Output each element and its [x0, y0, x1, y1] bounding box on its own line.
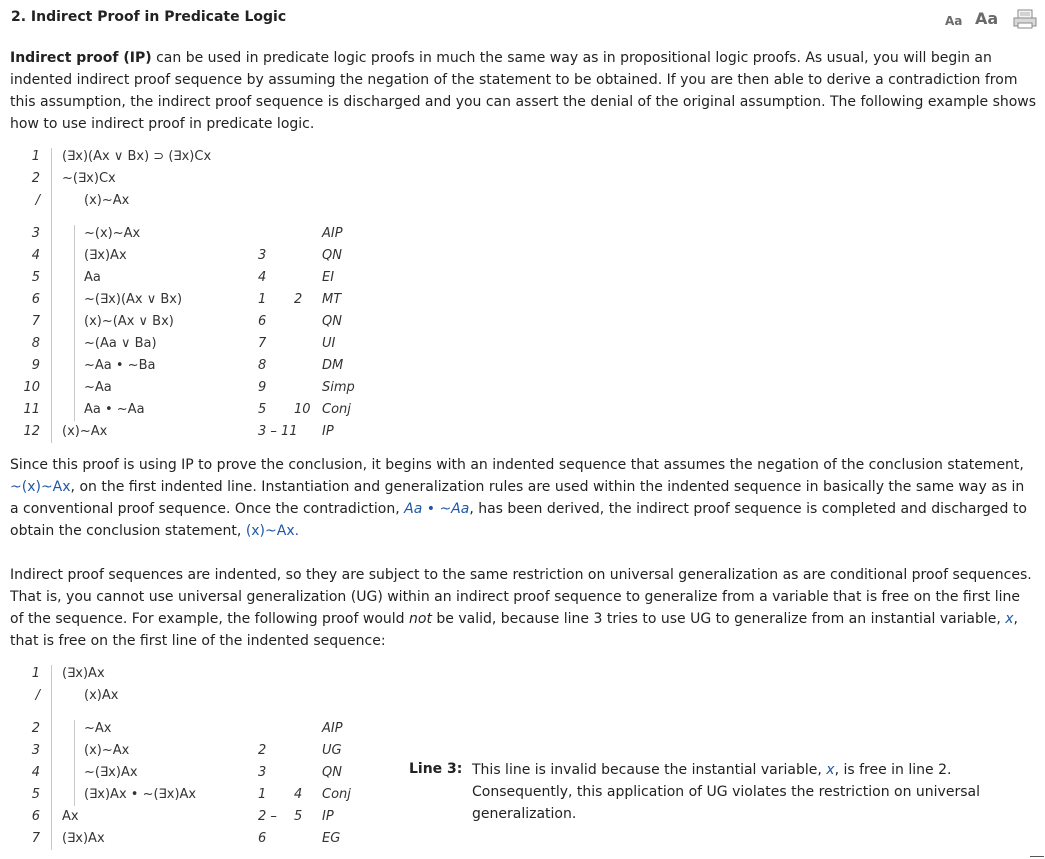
line-number: 11 — [23, 402, 40, 417]
explanation-text-2: , on the first indented line. Instantiation and generalization rules are used within the indented sequence in basically the same way as in a conventional proof sequence. Once the contradiction, — [10, 479, 1025, 517]
line-number: 1 — [31, 149, 40, 164]
proof-margin-line — [51, 665, 52, 850]
negated-conclusion: ~(x)~Ax — [10, 479, 71, 495]
formula: ~Aa — [84, 380, 112, 395]
justification-line: 1 — [258, 292, 267, 307]
formula: Aa • ~Aa — [84, 402, 145, 417]
formula: ~Ax — [84, 721, 112, 736]
indent-bracket-line — [74, 225, 75, 421]
formula: Aa — [84, 270, 101, 285]
formula: ~(∃x)Ax — [84, 765, 138, 780]
proof-line — [0, 421, 400, 443]
line-number: 6 — [31, 809, 40, 824]
proof-line — [0, 168, 400, 190]
explanation-paragraph — [10, 454, 1037, 542]
rule-name: UG — [322, 743, 342, 758]
conclusion-formula: (x)~Ax. — [245, 523, 300, 539]
formula: (x)~(Ax ∨ Bx) — [84, 314, 174, 329]
justification-line: 3 — [258, 248, 267, 263]
justification-line: 5 — [258, 402, 267, 417]
rule-name: AIP — [322, 721, 343, 736]
line-number: 3 — [31, 226, 40, 241]
printer-icon[interactable] — [1013, 9, 1037, 29]
indent-bracket-line — [74, 720, 75, 806]
line-number: 5 — [31, 270, 40, 285]
intro-text: can be used in predicate logic proofs in much the same way as in propositional logic proofs. As usual, you will begin an indented indirect proof sequence by assuming the negation of the statement to be obtained. If you are then able to derive a contradiction from this assumption, the indirect proof sequence is discharged and you can assert the denial of the original assumption. The following example shows how to use indirect proof in predicate logic. — [10, 50, 1037, 132]
rule-name: QN — [322, 314, 342, 329]
proof-line — [0, 740, 400, 762]
proof-line — [0, 663, 400, 685]
rule-name: AIP — [322, 226, 343, 241]
restriction-paragraph — [10, 564, 1037, 652]
emphasis-not: not — [409, 611, 432, 627]
justification-line: 6 — [258, 831, 267, 846]
note-text-1: This line is invalid because the instantial variable, — [472, 762, 827, 778]
rule-name: Conj — [322, 402, 351, 417]
line-number: 7 — [31, 831, 40, 846]
line-number: 9 — [31, 358, 40, 373]
justification-line: 4 — [258, 270, 267, 285]
proof-line — [0, 377, 400, 399]
note-text — [472, 759, 1012, 825]
proof-line — [0, 245, 400, 267]
proof-line — [0, 784, 400, 806]
proof-line — [0, 333, 400, 355]
rule-name: MT — [322, 292, 342, 307]
proof-line — [0, 311, 400, 333]
justification-line: 10 — [294, 402, 311, 417]
line-number: 5 — [31, 787, 40, 802]
formula: (∃x)Ax — [84, 248, 127, 263]
justification-line: 9 — [258, 380, 267, 395]
justification-line: 8 — [258, 358, 267, 373]
formula: (∃x)(Ax ∨ Bx) ⊃ (∃x)Cx — [62, 149, 212, 164]
note-text-2: , is free in line 2. Consequently, this application of UG violates the restriction on universal generalization. — [472, 762, 980, 822]
font-size-large-button[interactable]: Aa — [975, 9, 999, 28]
contradiction-formula: Aa • ~Aa — [404, 501, 470, 517]
justification-line: 2 — [258, 743, 267, 758]
justification-line: 3 – 11 — [258, 424, 298, 439]
proof-line — [0, 399, 400, 421]
line-number: 6 — [31, 292, 40, 307]
formula: ~Aa • ~Ba — [84, 358, 156, 373]
line-number: 12 — [23, 424, 40, 439]
formula: (x)~Ax — [84, 193, 130, 208]
rule-name: DM — [322, 358, 344, 373]
rule-name: QN — [322, 765, 342, 780]
line-number: 2 — [31, 171, 40, 186]
justification-line: 5 — [294, 809, 303, 824]
restriction-text-1: Indirect proof sequences are indented, so they are subject to the same restriction on universal generalization as are conditional proof sequences. That is, you cannot use universal generalization (UG) within an indirect proof sequence to generalize from a variable that is free on the first line of the sequence. For example, the following proof would — [10, 567, 1032, 627]
line-number: 10 — [23, 380, 40, 395]
intro-paragraph — [10, 47, 1037, 135]
proof-margin-line — [51, 148, 52, 443]
explanation-text-1: Since this proof is using IP to prove the conclusion, it begins with an indented sequence that assumes the negation of the conclusion statement, — [10, 457, 1024, 473]
justification-line: 2 — [294, 292, 303, 307]
proof-line — [0, 146, 400, 168]
formula: (∃x)Ax • ~(∃x)Ax — [84, 787, 197, 802]
rule-name: IP — [322, 424, 334, 439]
line-number: 1 — [31, 666, 40, 681]
proof-line — [0, 355, 400, 377]
justification-line: 2 – — [258, 809, 277, 824]
justification-line: 4 — [294, 787, 303, 802]
proof-line — [0, 223, 400, 245]
restriction-text-2: be valid, because line 3 tries to use UG to generalize from an instantial variable, — [431, 611, 1006, 627]
proof-line — [0, 828, 400, 850]
proof-line — [0, 267, 400, 289]
ip-term: Indirect proof (IP) — [10, 50, 152, 66]
justification-line: 3 — [258, 765, 267, 780]
formula: Ax — [62, 809, 79, 824]
formula: ~(Aa ∨ Ba) — [84, 336, 157, 351]
justification-line: 6 — [258, 314, 267, 329]
explanation-text-3: , has been derived, the indirect proof sequence is completed and discharged to obtain the conclusion statement, — [10, 501, 1027, 539]
justification-line: 7 — [258, 336, 267, 351]
formula: ~(∃x)Cx — [62, 171, 116, 186]
line-number: 2 — [31, 721, 40, 736]
font-size-small-button[interactable]: Aa — [945, 14, 963, 28]
formula: (∃x)Ax — [62, 666, 105, 681]
line-number: 4 — [31, 248, 40, 263]
proof-line — [0, 718, 400, 740]
rule-name: EG — [322, 831, 341, 846]
formula: (x)~Ax — [62, 424, 108, 439]
line-number: 7 — [31, 314, 40, 329]
formula: (∃x)Ax — [62, 831, 105, 846]
line-number: 3 — [31, 743, 40, 758]
justification-line: 1 — [258, 787, 267, 802]
instantial-variable: x — [1005, 611, 1014, 627]
proof-line — [0, 289, 400, 311]
formula: (x)~Ax — [84, 743, 130, 758]
proof-line — [0, 762, 400, 784]
section-title: 2. Indirect Proof in Predicate Logic — [11, 9, 287, 25]
rule-name: EI — [322, 270, 335, 285]
formula: (x)Ax — [84, 688, 119, 703]
formula: ~(∃x)(Ax ∨ Bx) — [84, 292, 183, 307]
note-label: Line 3: — [409, 761, 463, 777]
rule-name: IP — [322, 809, 334, 824]
proof-line — [0, 685, 400, 707]
bottom-divider — [1030, 856, 1044, 857]
note-variable: x — [826, 762, 835, 778]
restriction-text-3: , that is free on the first line of the indented sequence: — [10, 611, 1018, 649]
line-number: / — [35, 688, 40, 703]
rule-name: UI — [322, 336, 336, 351]
rule-name: QN — [322, 248, 342, 263]
rule-name: Conj — [322, 787, 351, 802]
line-number: / — [35, 193, 40, 208]
proof-line — [0, 806, 400, 828]
rule-name: Simp — [322, 380, 355, 395]
proof-line — [0, 190, 400, 212]
line-number: 8 — [31, 336, 40, 351]
formula: ~(x)~Ax — [84, 226, 141, 241]
line-number: 4 — [31, 765, 40, 780]
